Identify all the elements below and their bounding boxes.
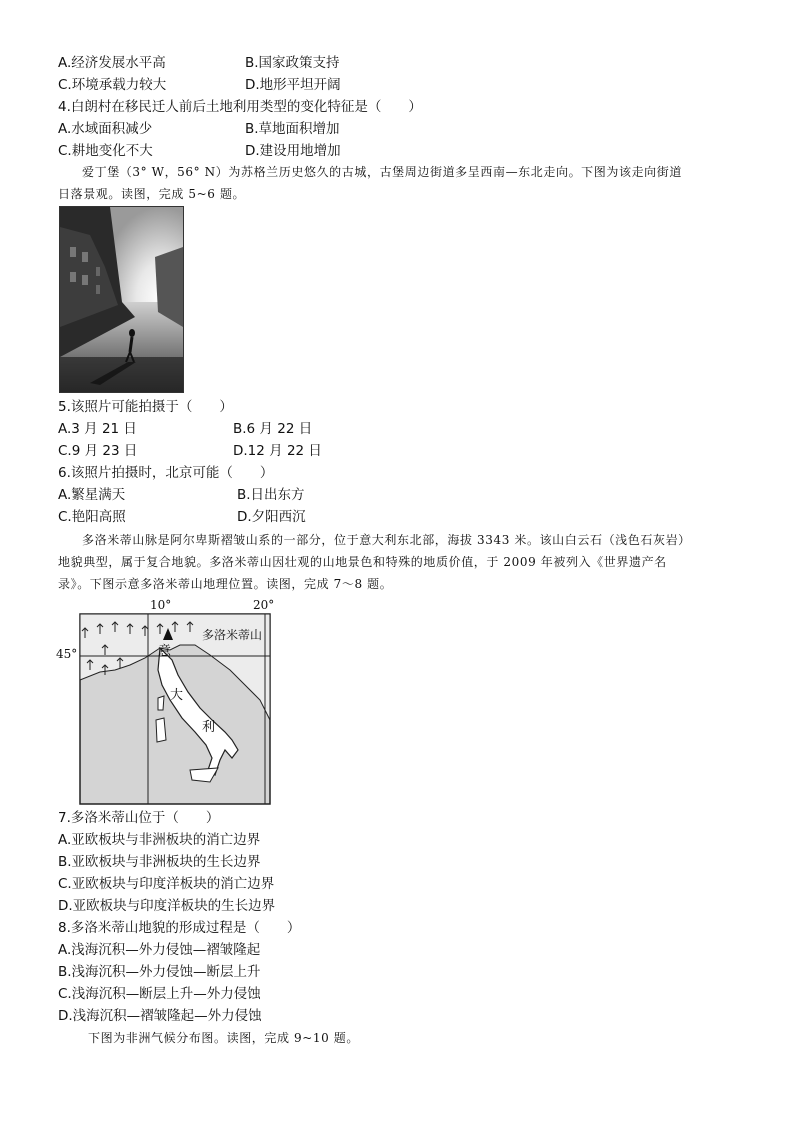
sunset-street-image [60, 207, 183, 392]
q4-option-c: C.耕地变化不大 [58, 143, 153, 159]
q8-option-c: C.浅海沉积—断层上升—外力侵蚀 [58, 986, 261, 1002]
q5-stem: 5.该照片可能拍摄于（ ） [58, 399, 233, 415]
passage-2-line-1: 多洛米蒂山脉是阿尔卑斯褶皱山系的一部分，位于意大利东北部，海拔 3343 米。该山白云石（浅色石灰岩） [82, 533, 691, 547]
q3-option-c: C.环境承载力较大 [58, 77, 167, 93]
passage-1-line-1: 爱丁堡（3° W，56° N）为苏格兰历史悠久的古城，古堡周边街道多呈西南—东北走向。下图为该走向街道 [82, 165, 682, 179]
passage-2-line-2: 地貌典型，属于复合地貌。多洛米蒂山因壮观的山地景色和特殊的地质价值，于 2009 年被列入《世界遗产名 [58, 555, 667, 569]
map-longitude-10: 10° [150, 598, 172, 612]
q8-option-b: B.浅海沉积—外力侵蚀—断层上升 [58, 964, 261, 980]
q4-option-d: D.建设用地增加 [245, 143, 341, 159]
q7-option-d: D.亚欧板块与印度洋板块的生长边界 [58, 898, 276, 914]
q8-option-a: A.浅海沉积—外力侵蚀—褶皱隆起 [58, 942, 261, 958]
q5-option-a: A.3 月 21 日 [58, 421, 137, 437]
map-longitude-20: 20° [253, 598, 275, 612]
map-label-da: 大 [170, 688, 184, 703]
q5-option-d: D.12 月 22 日 [233, 443, 322, 459]
q6-stem: 6.该照片拍摄时，北京可能（ ） [58, 465, 274, 481]
q4-option-b: B.草地面积增加 [245, 121, 340, 137]
map-latitude-45: 45° [56, 647, 78, 661]
q5-option-c: C.9 月 23 日 [58, 443, 138, 459]
q6-option-d: D.夕阳西沉 [237, 509, 306, 525]
q8-stem: 8.多洛米蒂山地貌的形成过程是（ ） [58, 920, 301, 936]
q7-option-b: B.亚欧板块与非洲板块的生长边界 [58, 854, 261, 870]
q8-option-d: D.浅海沉积—褶皱隆起—外力侵蚀 [58, 1008, 262, 1024]
q7-option-a: A.亚欧板块与非洲板块的消亡边界 [58, 832, 261, 848]
map-label-yi: 意 [158, 644, 172, 659]
q3-option-b: B.国家政策支持 [245, 55, 340, 71]
q4-stem: 4.白朗村在移民迁人前后土地利用类型的变化特征是（ ） [58, 99, 422, 115]
dolomites-location-map [56, 598, 280, 808]
q5-option-b: B.6 月 22 日 [233, 421, 313, 437]
q3-option-a: A.经济发展水平高 [58, 55, 166, 71]
sunset-street-photo [59, 206, 184, 393]
passage-2-line-3: 录》。下图示意多洛米蒂山地理位置。读图，完成 7～8 题。 [58, 577, 393, 591]
q7-stem: 7.多洛米蒂山位于（ ） [58, 810, 220, 826]
q6-option-b: B.日出东方 [237, 487, 305, 503]
map-label-dolomites: 多洛米蒂山 [202, 628, 263, 642]
q7-option-c: C.亚欧板块与印度洋板块的消亡边界 [58, 876, 275, 892]
passage-3: 下图为非洲气候分布图。读图，完成 9~10 题。 [88, 1031, 359, 1045]
map-label-li: 利 [202, 720, 216, 735]
q4-option-a: A.水域面积减少 [58, 121, 153, 137]
passage-1-line-2: 日落景观。读图，完成 5~6 题。 [58, 187, 246, 201]
q3-option-d: D.地形平坦开阔 [245, 77, 341, 93]
q6-option-c: C.艳阳高照 [58, 509, 126, 525]
q6-option-a: A.繁星满天 [58, 487, 126, 503]
